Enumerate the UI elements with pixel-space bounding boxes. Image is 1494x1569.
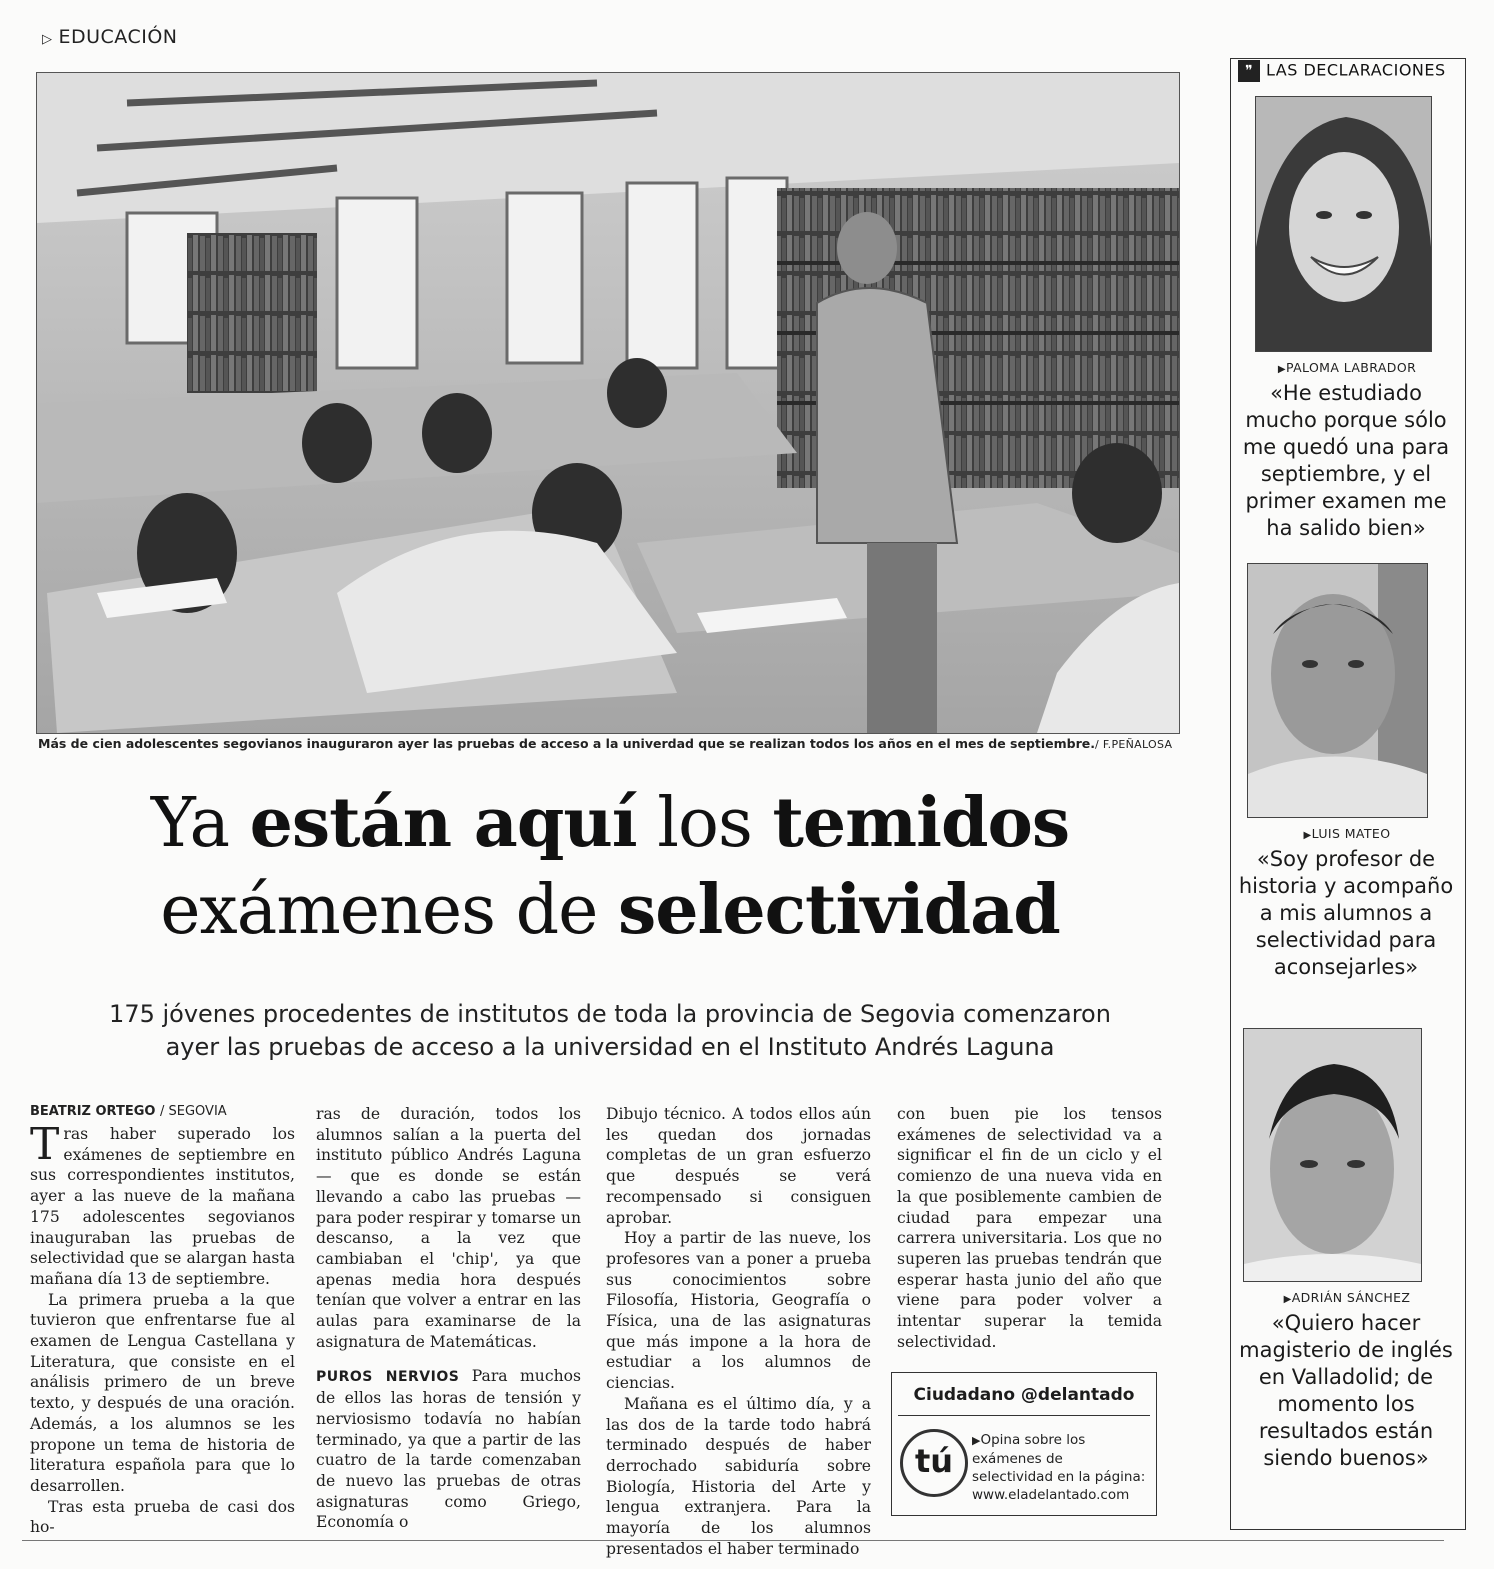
byline: BEATRIZ ORTEGO / SEGOVIA xyxy=(30,1104,227,1119)
triangle-icon: ▶ xyxy=(1277,364,1286,375)
triangle-icon: ▶ xyxy=(1303,830,1312,841)
photo-caption: Más de cien adolescentes segovianos inauguraron ayer las pruebas de acceso a la univerdad que se realizan todos los años en el mes de septiembre./ F.PEÑALOSA xyxy=(38,736,1173,751)
triangle-icon: ▶ xyxy=(972,1434,981,1447)
bottom-rule xyxy=(22,1540,1444,1541)
sidebar-header: ❞ LAS DECLARACIONES xyxy=(1238,60,1460,86)
section-lead: PUROS NERVIOS xyxy=(316,1369,460,1386)
person-quote: «Quiero hacer magisterio de inglés en Valladolid; de momento los resultados están siendo buenos» xyxy=(1239,1311,1453,1470)
article-paragraph: ras de duración, todos los alumnos salían a la puerta del instituto público Andrés Laguna — que es donde se están llevando a cabo las pruebas — para poder respirar y tomarse un descanso, a la vez que cambiaban el 'chip', ya que apenas media hora después tenían que volver a entrar en las aulas para examinarse de la asignatura de Matemáticas. xyxy=(316,1105,581,1351)
section-label: ▷ EDUCACIÓN xyxy=(42,26,178,48)
portrait-luis-mateo xyxy=(1247,563,1428,818)
article-paragraph: La primera prueba a la que tuvieron que enfrentarse fue al examen de Lengua Castellana y Literatura, que consiste en el análisis primero de un breve texto, y después de una oración. Además, a los alumnos se les propone un tema de historia de literatura española para que lo desarrollen. xyxy=(30,1290,295,1495)
triangle-icon: ▷ xyxy=(42,32,53,47)
triangle-icon: ▶ xyxy=(1283,1294,1292,1305)
ciudadano-url[interactable]: www.eladelantado.com xyxy=(972,1487,1130,1503)
article-paragraph: con buen pie los tensos exámenes de selectividad va a significar el fin de un ciclo y el comienzo de una nueva vida en la que posiblemente cambien de ciudad para empezar una carrera universitaria. Los que no superen las pruebas tendrán que esperar hasta junio del año que viene para poder volver a intentar superar la temida selectividad. xyxy=(897,1105,1162,1351)
person-quote: «Soy profesor de historia y acompaño a mis alumnos a selectividad para aconsejarles» xyxy=(1238,847,1454,979)
article-paragraph: PUROS NERVIOS Para muchos de ellos las horas de tensión y nerviosismo todavía no habían terminado, ya que a partir de las cuatro de la tarde comenzaban de nuevo las pruebas de otras asignaturas como Griego, Economía o xyxy=(316,1367,582,1532)
ciudadano-box xyxy=(891,1372,1157,1516)
article-paragraph: Mañana es el último día, y a las dos de la tarde todo habrá terminado después de haber derrochado sabiduría sobre Biología, Historia del Arte y lengua extranjera. Para la mayoría de los alumnos presentados el haber terminado xyxy=(606,1394,871,1558)
dropcap: T xyxy=(30,1119,60,1170)
article-column-1 xyxy=(30,1119,295,1538)
article-paragraph: Hoy a partir de las nueve, los profesores van a poner a prueba sus conocimientos sobre Filosofía, Historia, Geografía o Física, una de las asignaturas que más impone a la hora de estudiar a los alumnos de ciencias. xyxy=(606,1229,871,1393)
portrait-paloma-labrador xyxy=(1255,96,1432,352)
quote-mark-icon: ❞ xyxy=(1238,60,1260,82)
person-quote: «He estudiado mucho porque sólo me quedó una para septiembre, y el primer examen me ha salido bien» xyxy=(1242,381,1450,540)
person-name: ▶ADRIÁN SÁNCHEZ xyxy=(1283,1290,1411,1305)
main-photo xyxy=(36,72,1180,734)
headline: Ya están aquí los temidos exámenes de selectividad xyxy=(150,783,1070,950)
ciudadano-title: Ciudadano @delantado xyxy=(898,1373,1150,1416)
person-name: ▶LUIS MATEO xyxy=(1303,826,1391,841)
ciudadano-text: ▶Opina sobre los exámenes de selectividad en la página: www.eladelantado.com xyxy=(972,1432,1146,1503)
person-name: ▶PALOMA LABRADOR xyxy=(1277,360,1417,375)
subheadline: 175 jóvenes procedentes de institutos de toda la provincia de Segovia comenzaron ayer las pruebas de acceso a la universidad en el Instituto Andrés Laguna xyxy=(109,1000,1111,1061)
article-paragraph: Tras haber superado los exámenes de septiembre en sus correspondientes institutos, ayer a las nueve de la mañana 175 adolescentes segovianos inauguraban las pruebas de selectividad que se alargan hasta mañana día 13 de septiembre. xyxy=(30,1119,295,1288)
article-column-2 xyxy=(316,1104,581,1533)
article-paragraph: Tras esta prueba de casi dos ho- xyxy=(30,1497,295,1537)
photo-credit: / F.PEÑALOSA xyxy=(1095,738,1173,751)
tu-logo: tú xyxy=(900,1429,968,1497)
article-column-4 xyxy=(897,1104,1162,1352)
article-column-3 xyxy=(606,1104,871,1559)
portrait-adrian-sanchez xyxy=(1243,1028,1422,1282)
article-paragraph: Dibujo técnico. A todos ellos aún les quedan dos jornadas completas de un gran esfuerzo que después se verá recompensado si consiguen aprobar. xyxy=(606,1105,871,1227)
